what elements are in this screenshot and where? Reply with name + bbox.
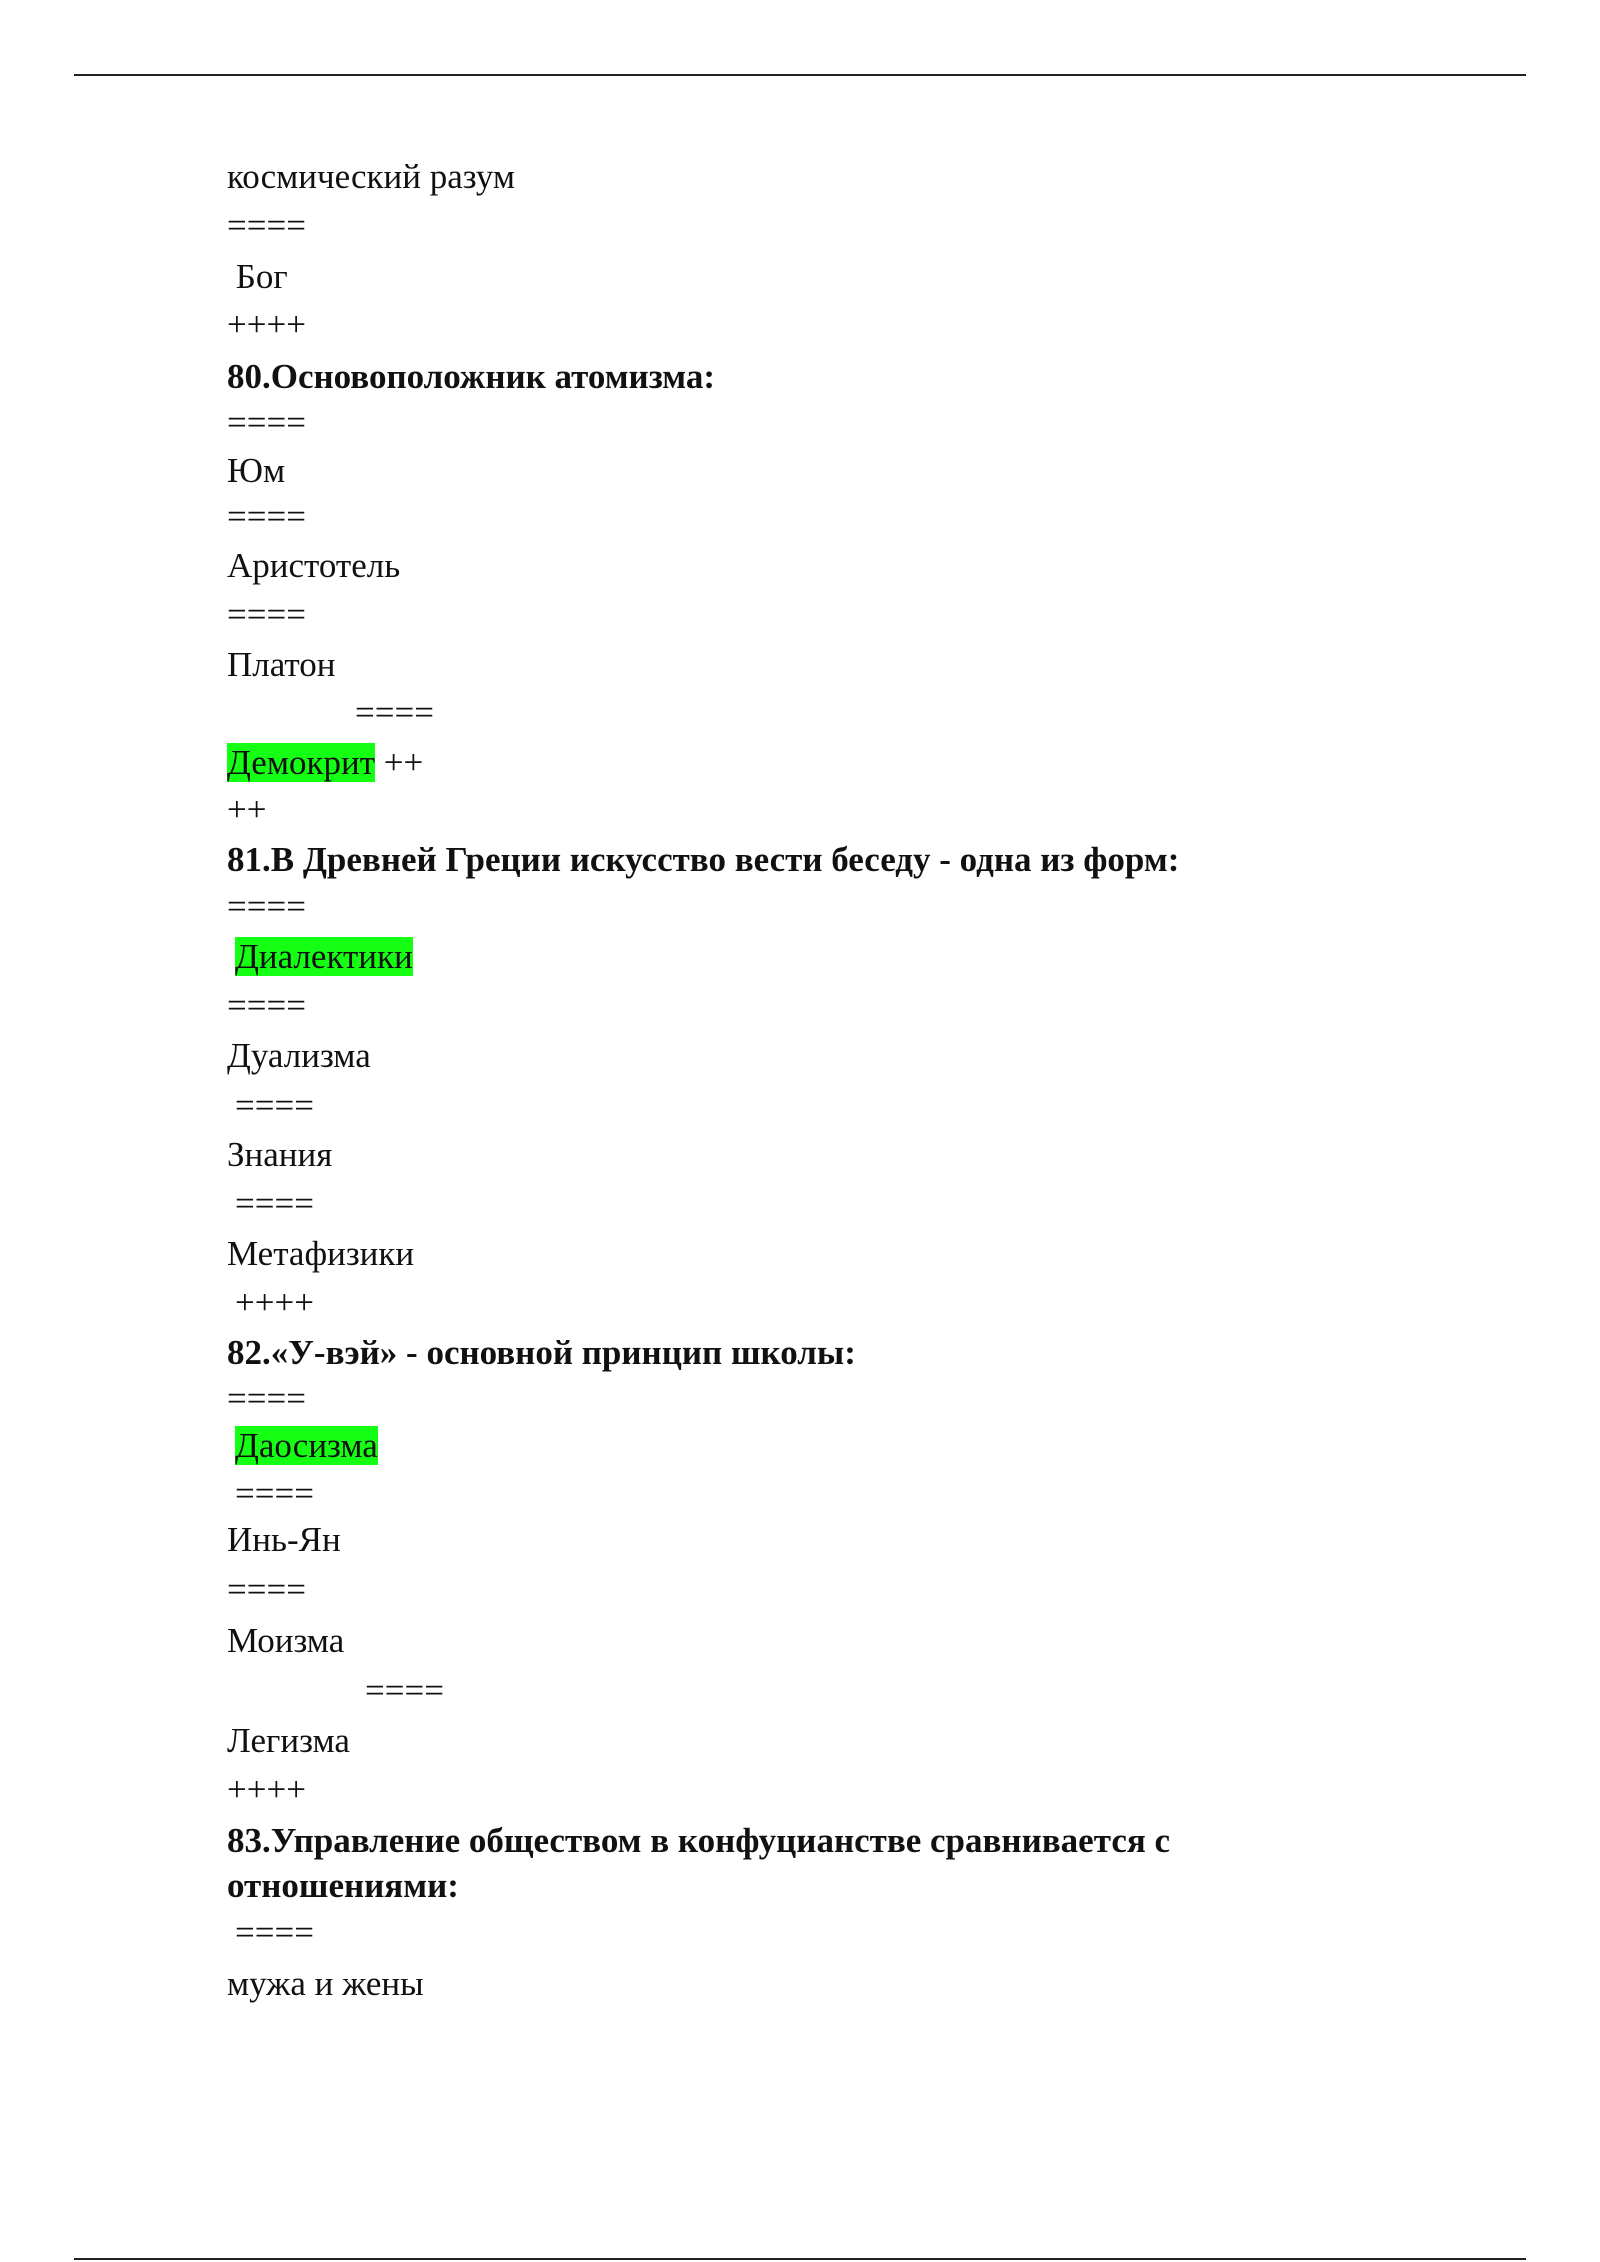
answer-option: Бог xyxy=(227,257,288,296)
correct-answer-highlight: Демокрит xyxy=(227,743,376,782)
answer-option: мужа и жены xyxy=(227,1964,424,2003)
question-end-marker: ++++ xyxy=(227,1770,306,1809)
question-80: 80.Основоположник атомизма: xyxy=(227,357,716,396)
answer-option: космический разум xyxy=(227,157,516,196)
correct-answer-option xyxy=(235,937,413,977)
answer-option: Знания xyxy=(227,1135,333,1174)
question-end-marker: ++++ xyxy=(227,305,306,344)
option-separator: ==== xyxy=(355,693,434,732)
answer-option: Легизма xyxy=(227,1721,350,1760)
answer-option: Юм xyxy=(227,451,286,490)
question-81: 81.В Древней Греции искусство вести беседу - одна из форм: xyxy=(227,840,1180,879)
answer-option: Платон xyxy=(227,645,336,684)
answer-option: Инь-Ян xyxy=(227,1520,341,1559)
option-separator: ==== xyxy=(235,1913,314,1952)
question-83-continued: отношениями: xyxy=(227,1866,459,1905)
option-separator: ==== xyxy=(227,1379,306,1418)
header-rule xyxy=(74,74,1526,76)
option-separator: ==== xyxy=(365,1671,444,1710)
footer-rule xyxy=(74,2258,1526,2260)
question-83: 83.Управление обществом в конфуцианстве сравнивается с xyxy=(227,1821,1171,1860)
option-separator: ==== xyxy=(235,1086,314,1125)
option-separator: ==== xyxy=(227,497,306,536)
answer-marker: ++ xyxy=(375,743,424,782)
correct-answer-option xyxy=(227,743,423,783)
option-separator: ==== xyxy=(227,206,306,245)
option-separator: ==== xyxy=(227,986,306,1025)
answer-option: Метафизики xyxy=(227,1234,415,1273)
correct-answer-option xyxy=(235,1426,378,1466)
question-end-marker: ++ xyxy=(227,790,267,829)
option-separator: ==== xyxy=(227,887,306,926)
option-separator: ==== xyxy=(227,1570,306,1609)
option-separator: ==== xyxy=(227,595,306,634)
question-82: 82.«У-вэй» - основной принцип школы: xyxy=(227,1333,856,1372)
correct-answer-highlight: Даосизма xyxy=(235,1426,378,1465)
option-separator: ==== xyxy=(235,1184,314,1223)
question-end-marker: ++++ xyxy=(235,1283,314,1322)
option-separator: ==== xyxy=(235,1474,314,1513)
answer-option: Моизма xyxy=(227,1621,345,1660)
correct-answer-highlight: Диалектики xyxy=(235,937,413,976)
answer-option: Дуализма xyxy=(227,1036,371,1075)
option-separator: ==== xyxy=(227,403,306,442)
answer-option: Аристотель xyxy=(227,546,401,585)
